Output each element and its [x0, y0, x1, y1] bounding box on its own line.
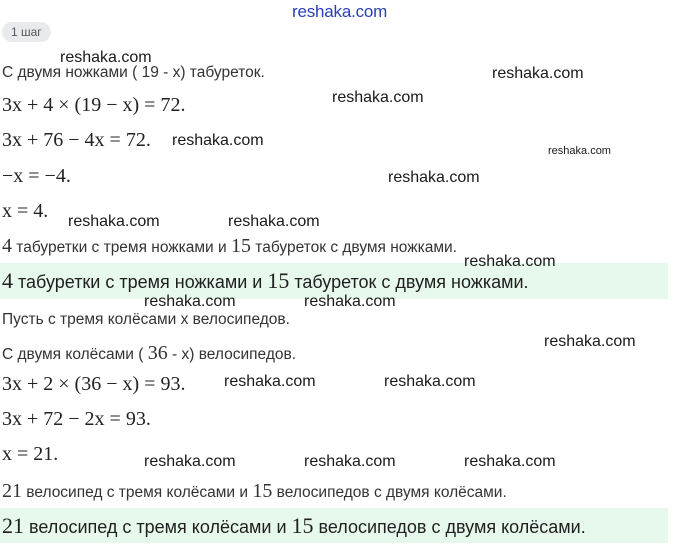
watermark: reshaka.com [68, 213, 160, 230]
text-line: Пусть с тремя колёсами х велосипедов. [2, 311, 290, 328]
number: 15 [267, 268, 290, 293]
text-line: С двумя ножками ( 19 - х) табуреток. [2, 64, 265, 81]
equation: 3x + 72 − 2x = 93. [2, 408, 151, 430]
number: 15 [252, 480, 273, 502]
watermark: reshaka.com [60, 49, 152, 66]
text: табуреток с двумя ножками. [251, 239, 457, 256]
number: 4 [2, 268, 13, 293]
answer-line [2, 235, 457, 258]
text: табуретки с тремя ножками и [12, 239, 231, 256]
text-line [2, 342, 296, 365]
equation: 3x + 76 − 4x = 72. [2, 129, 151, 151]
text: - х) велосипедов. [167, 346, 297, 363]
watermark: reshaka.com [304, 293, 396, 310]
text: табуретки с тремя ножками и [13, 272, 268, 292]
step-badge: 1 шаг [2, 22, 51, 42]
watermark: reshaka.com [544, 333, 636, 350]
number: 15 [231, 235, 251, 257]
text: велосипед с тремя колёсами и [22, 484, 253, 501]
watermark: reshaka.com [492, 65, 584, 82]
equation: 3x + 4 × (19 − x) = 72. [2, 94, 186, 116]
watermark: reshaka.com [172, 132, 264, 149]
watermark: reshaka.com [384, 373, 476, 390]
watermark: reshaka.com [144, 453, 236, 470]
watermark: reshaka.com [144, 293, 236, 310]
number: 4 [2, 235, 12, 257]
watermark: reshaka.com [548, 145, 611, 157]
watermark: reshaka.com [388, 169, 480, 186]
watermark: reshaka.com [332, 89, 424, 106]
watermark: reshaka.com [464, 453, 556, 470]
site-header-link[interactable]: reshaka.com [292, 2, 388, 21]
equation: x = 4. [2, 200, 49, 222]
watermark: reshaka.com [224, 373, 316, 390]
text: С двумя колёсами ( [2, 346, 148, 363]
number: 21 [2, 480, 22, 502]
answer-highlight [0, 508, 668, 543]
answer-line [2, 480, 507, 503]
text: велосипед с тремя колёсами и [24, 517, 292, 537]
watermark: reshaka.com [304, 453, 396, 470]
text: табуреток с двумя ножками. [289, 272, 529, 292]
watermark: reshaka.com [228, 213, 320, 230]
equation: x = 21. [2, 443, 59, 465]
equation: −x = −4. [2, 165, 71, 187]
text: велосипедов с двумя колёсами. [272, 484, 507, 501]
text: велосипедов с двумя колёсами. [313, 517, 586, 537]
number: 15 [291, 513, 314, 538]
watermark: reshaka.com [464, 253, 556, 270]
number: 36 [147, 342, 168, 364]
equation: 3x + 2 × (36 − x) = 93. [2, 373, 186, 395]
number: 21 [2, 513, 24, 538]
